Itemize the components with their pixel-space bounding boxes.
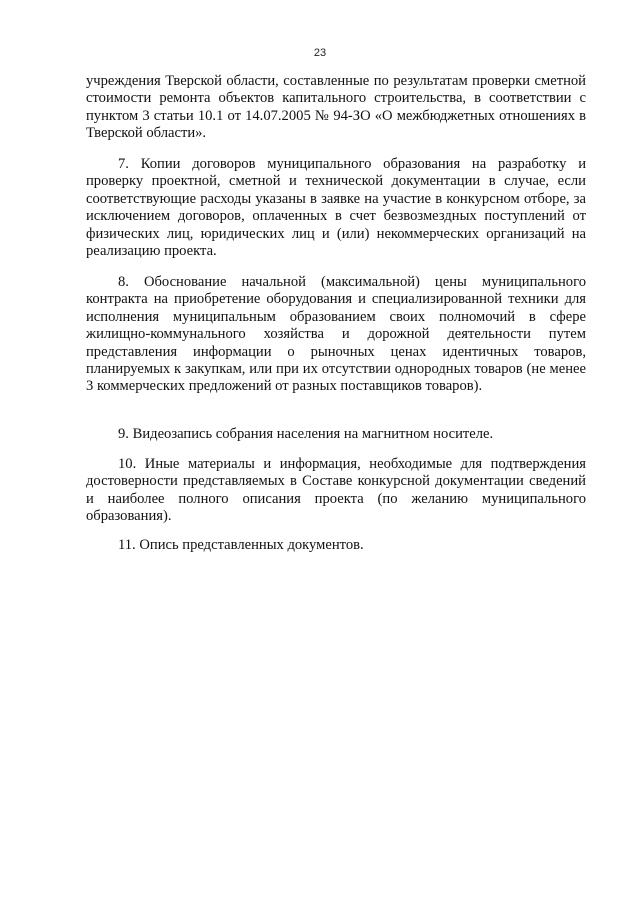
- list-item-9: [86, 426, 586, 443]
- list-item-11: [86, 537, 586, 554]
- list-item-text: 8. Обоснование начальной (максимальной) цены муниципального контракта на приобретение оборудования и специализированной техники для исполнения муниципальным образованием своих полномочий в сфере жилищно-коммунального хозяйства и дорожной деятельности путем представления информации о рыночных ценах идентичных товаров, планируемых к закупкам, или при их отсутствии однородных товаров (не менее 3 коммерческих предложений от разных поставщиков товаров).: [86, 274, 586, 395]
- page-number: 23: [313, 47, 327, 59]
- list-item-text: 11. Опись представленных документов.: [118, 537, 364, 553]
- list-item-10: [86, 456, 586, 526]
- list-item-text: 7. Копии договоров муниципального образования на разработку и проверку проектной, сметной и технической документации в случае, если соответствующие расходы указаны в заявке на участие в конкурсном отборе, за исключением договоров, оплаченных в счет безвозмездных поступлений от физических лиц, юридических лиц и (или) некоммерческих организаций на реализацию проекта.: [86, 156, 586, 260]
- paragraph-text: учреждения Тверской области, составленные по результатам проверки сметной стоимости ремонта объектов капитального строительства, в соответствии с пунктом 3 статьи 10.1 от 14.07.2005 № 94-ЗО «О межбюджетных отношениях в Тверской области».: [86, 73, 586, 142]
- paragraph-continuation: [86, 73, 586, 143]
- list-item-text: 10. Иные материалы и информация, необходимые для подтверждения достоверности представляемых в Составе конкурсной документации сведений и наиболее полного описания проекта (по желанию муниципального образования).: [86, 456, 586, 525]
- list-item-8: [86, 274, 586, 396]
- list-item-7: [86, 156, 586, 260]
- list-item-text: 9. Видеозапись собрания населения на магнитном носителе.: [118, 426, 494, 442]
